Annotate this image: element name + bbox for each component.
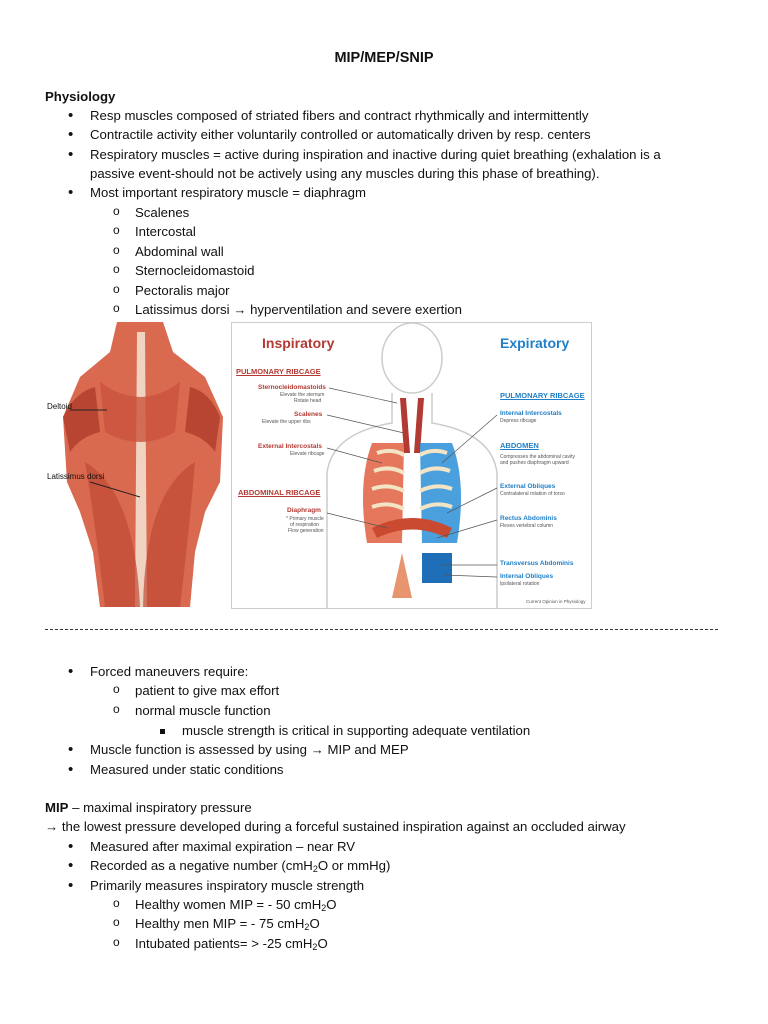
mip-label: MIP xyxy=(45,800,69,815)
list-item: • Measured after maximal expiration – near RV xyxy=(90,839,355,854)
latissimus-text: Latissimus dorsi xyxy=(135,302,230,317)
label-rectus-abdominis: Rectus Abdominis xyxy=(500,515,557,522)
label-scalenes: Scalenes xyxy=(294,411,323,418)
label-deltoid: Deltoid xyxy=(47,402,72,411)
mip-def: – maximal inspiratory pressure xyxy=(72,800,252,815)
page-title: MIP/MEP/SNIP xyxy=(334,50,434,66)
list-item-text: Muscle function is assessed by using xyxy=(90,742,307,757)
back-muscles-illustration xyxy=(45,322,230,607)
label-sub: * Primary muscle xyxy=(286,516,324,522)
list-item: • Most important respiratory muscle = diaphragm xyxy=(90,185,366,200)
label-sub: Ipsilateral rotation xyxy=(500,581,540,587)
list-item: • Contractile activity either voluntarily controlled or automatically driven by resp. centers xyxy=(90,127,591,142)
list-item-text: MIP and MEP xyxy=(327,742,409,757)
label-expiratory: Expiratory xyxy=(500,335,570,351)
list-item xyxy=(90,742,409,757)
section-heading-physiology: Physiology xyxy=(45,89,116,104)
sub-list-item: o Intercostal xyxy=(135,224,196,239)
list-item-text: Healthy men MIP = - 75 cmH xyxy=(135,916,305,931)
label-sternocleidomastoids: Sternocleidomastoids xyxy=(258,384,326,391)
subscript: 2 xyxy=(321,903,327,913)
list-item: • Forced maneuvers require: xyxy=(90,664,248,679)
list-item-text: Recorded as a negative number (cmH xyxy=(90,858,313,873)
list-item: • Primarily measures inspiratory muscle strength xyxy=(90,878,364,893)
sub-list-item: o Pectoralis major xyxy=(135,283,230,298)
list-item: • Measured under static conditions xyxy=(90,762,284,777)
subscript: 2 xyxy=(312,942,318,952)
label-internal-intercostals: Internal Intercostals xyxy=(500,410,562,417)
label-sub: Flexes vertebral column xyxy=(500,523,554,529)
section-divider xyxy=(45,629,718,630)
subscript: 2 xyxy=(312,864,318,874)
list-item-text: O xyxy=(326,897,337,912)
sub-list-item xyxy=(135,916,320,932)
list-item: • Respiratory muscles = active during inspiration and inactive during quiet breathing (exhalation is a xyxy=(90,147,661,162)
sub-list-item xyxy=(135,936,328,952)
label-pulmonary-ribcage-left: PULMONARY RIBCAGE xyxy=(236,367,321,376)
respiratory-muscles-figure xyxy=(231,322,592,609)
label-sub: and pushes diaphragm upward xyxy=(500,460,569,466)
sub-list-item: o Scalenes xyxy=(135,205,189,220)
label-sub: Compresses the abdominal cavity xyxy=(500,454,576,460)
label-external-intercostals: External Intercostals xyxy=(258,443,322,450)
label-pulmonary-ribcage-right: PULMONARY RIBCAGE xyxy=(500,391,585,400)
arrow-icon: → xyxy=(310,742,324,757)
list-item-text: Intubated patients= > -25 cmH xyxy=(135,936,313,951)
mip-definition xyxy=(45,800,252,815)
label-external-obliques: External Obliques xyxy=(500,483,556,490)
latissimus-tail: hyperventilation and severe exertion xyxy=(250,302,462,317)
label-sub: of respiration xyxy=(290,522,319,528)
label-transversus-abdominis: Transversus Abdominis xyxy=(500,560,574,567)
mip-line2-text: the lowest pressure developed during a forceful sustained inspiration against an occluded airway xyxy=(61,819,626,834)
subscript: 2 xyxy=(304,922,310,932)
list-item: • Resp muscles composed of striated fibers and contract rhythmically and intermittently xyxy=(90,108,588,123)
label-sub: Contralateral rotation of torso xyxy=(500,491,565,497)
sub-list-item xyxy=(135,897,337,913)
list-item-text: Healthy women MIP = - 50 cmH xyxy=(135,897,322,912)
label-latissimus: Latissimus dorsi xyxy=(47,472,105,481)
mip-line2 xyxy=(45,819,626,834)
figure-credit: Current Opinion in Physiology xyxy=(526,599,586,604)
label-abdominal-ribcage: ABDOMINAL RIBCAGE xyxy=(238,488,321,497)
sub-sub-list-item: muscle strength is critical in supporting adequate ventilation xyxy=(182,723,531,738)
sub-list-item: o patient to give max effort xyxy=(135,683,279,698)
label-sub: Elevate the sternum xyxy=(280,392,325,398)
label-sub: Elevate ribcage xyxy=(290,451,325,457)
sub-list-item xyxy=(135,302,462,317)
arrow-icon: → xyxy=(233,302,247,317)
list-item-text: O xyxy=(309,916,320,931)
label-inspiratory: Inspiratory xyxy=(262,335,335,351)
label-sub: Elevate the upper ribs xyxy=(262,419,311,425)
back-muscles-figure xyxy=(45,322,230,607)
label-abdomen: ABDOMEN xyxy=(500,441,539,450)
list-item xyxy=(90,858,390,874)
list-item-text: O xyxy=(317,936,328,951)
sub-list-item: o normal muscle function xyxy=(135,703,271,718)
label-sub: Depress ribcage xyxy=(500,418,537,424)
label-sub: Rotate head xyxy=(294,398,322,404)
sub-list-item: o Abdominal wall xyxy=(135,244,224,259)
arrow-icon: → xyxy=(45,819,59,834)
label-internal-obliques: Internal Obliques xyxy=(500,573,554,580)
label-diaphragm: Diaphragm xyxy=(287,507,321,514)
label-sub: Flow generation xyxy=(288,528,324,534)
list-item-text: O or mmHg) xyxy=(317,858,391,873)
list-item-continuation: passive event-should not be actively using any muscles during this phase of breathing). xyxy=(90,166,600,181)
sub-list-item: o Sternocleidomastoid xyxy=(135,263,255,278)
